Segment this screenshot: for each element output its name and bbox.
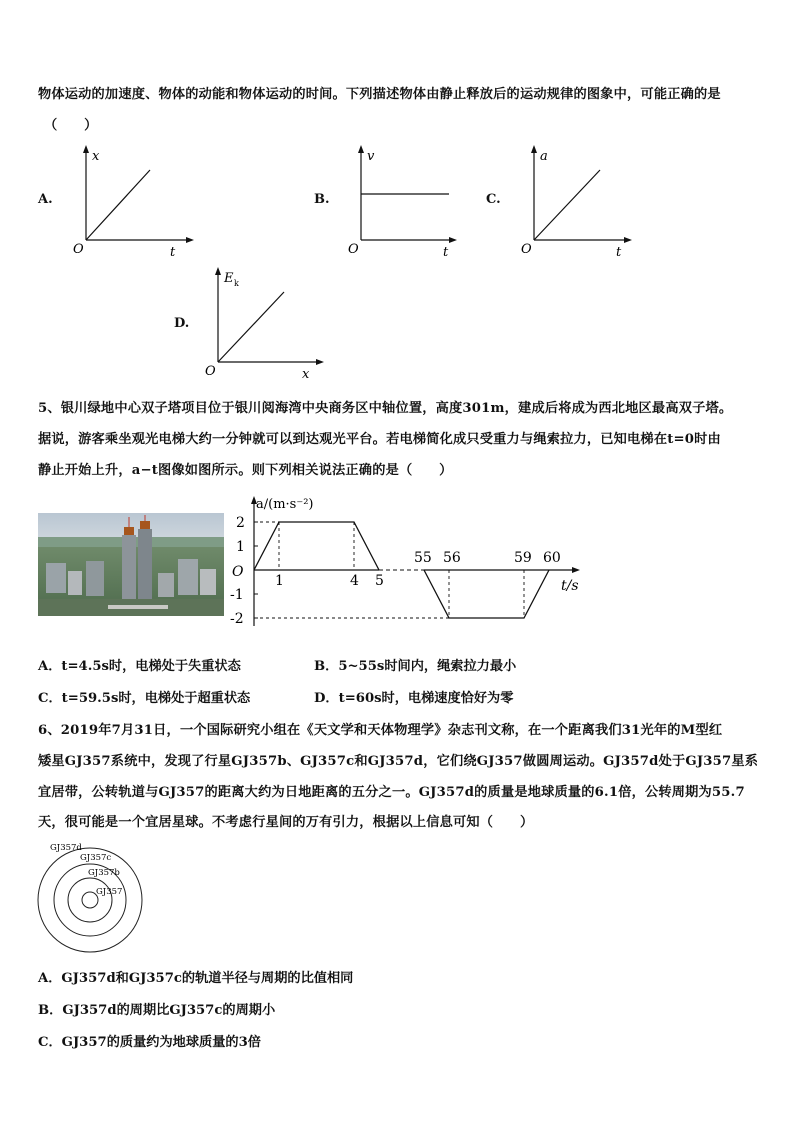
x-tick-label-55: 55 <box>414 550 432 566</box>
x-tick-label-4: 4 <box>350 573 359 589</box>
q4-graph-a <box>70 140 200 265</box>
q4-a-y-label: x <box>92 149 100 164</box>
q4-a-origin: O <box>73 242 84 257</box>
q4-graph-d <box>202 262 327 382</box>
orbit-label-gj357: GJ357 <box>96 887 123 897</box>
q4-b-origin: O <box>348 242 359 257</box>
q5-option-b: B．5~55s时间内，绳索拉力最小 <box>314 659 517 674</box>
q6-stem-line1: 6、2019年7月31日，一个国际研究小组在《天文学和天体物理学》杂志刊文称，在一个距离我们31光年的M型红 <box>38 723 723 738</box>
x-tick-label-1: 1 <box>275 573 284 589</box>
q6-option-c: C．GJ357的质量约为地球质量的3倍 <box>38 1035 261 1050</box>
q4-option-a-letter: A. <box>38 192 53 207</box>
q4-c-x-label: t <box>616 245 622 260</box>
q5-option-c: C．t=59.5s时，电梯处于超重状态 <box>38 691 251 706</box>
q4-option-c-letter: C. <box>486 192 501 207</box>
q5-stem-line3: 静止开始上升，a−t图像如图所示。则下列相关说法正确的是（ ） <box>38 463 453 478</box>
a-t-chart <box>228 490 588 638</box>
y-tick-label-m2: -2 <box>230 611 244 627</box>
x-tick-label-56: 56 <box>443 550 461 566</box>
q4-d-y-label: E <box>224 271 234 286</box>
q6-option-a: A．GJ357d和GJ357c的轨道半径与周期的比值相同 <box>38 971 354 986</box>
x-tick-label-60: 60 <box>543 550 561 566</box>
y-tick-label-2: 2 <box>236 515 245 531</box>
x-axis-arrow <box>572 567 580 573</box>
q4-graph-c <box>518 140 643 265</box>
q5-stem-line1: 5、银川绿地中心双子塔项目位于银川阅海湾中央商务区中轴位置，高度301m，建成后将成为西北地区最高双子塔。 <box>38 401 733 416</box>
q4-graph-b <box>345 140 465 265</box>
orbit-label-gj357d: GJ357d <box>50 843 82 853</box>
q6-option-b: B．GJ357d的周期比GJ357c的周期小 <box>38 1003 276 1018</box>
q4-d-x-label: x <box>302 367 310 382</box>
q4-d-y-subscript: k <box>234 279 239 288</box>
series-line-accel <box>254 522 379 570</box>
series-line-decel <box>424 570 549 618</box>
x-axis-title: t/s <box>561 578 579 594</box>
q6-stem-line4: 天，很可能是一个宜居星球。不考虑行星间的万有引力，根据以上信息可知（ ） <box>38 815 534 830</box>
y-tick-label-1: 1 <box>236 539 245 555</box>
q4-stem-line1: 物体运动的加速度、物体的动能和物体运动的时间。下列描述物体由静止释放后的运动规律的图象中，可能正确的是 <box>38 87 721 102</box>
y-tick-label-m1: -1 <box>230 587 244 603</box>
y-axis-title: a/(m·s⁻²) <box>256 497 314 512</box>
q4-b-x-label: t <box>443 245 449 260</box>
orbit-diagram <box>36 838 161 958</box>
q4-b-y-label: v <box>367 149 375 164</box>
x-tick-label-59: 59 <box>514 550 532 566</box>
orbit-label-gj357c: GJ357c <box>80 853 112 863</box>
q4-c-origin: O <box>521 242 532 257</box>
twin-tower-photo <box>38 513 224 616</box>
q6-stem-line2: 矮星GJ357系统中，发现了行星GJ357b、GJ357c和GJ357d，它们绕GJ357做圆周运动。GJ357d处于GJ357星系 <box>38 754 759 769</box>
q4-d-origin: O <box>205 364 216 379</box>
q4-option-d-letter: D. <box>174 316 190 331</box>
q4-c-y-label: a <box>540 149 548 164</box>
q5-stem-line2: 据说，游客乘坐观光电梯大约一分钟就可以到达观光平台。若电梯简化成只受重力与绳索拉力，已知电梯在t=0时由 <box>38 432 721 447</box>
q4-a-x-label: t <box>170 245 176 260</box>
q6-stem-line3: 宜居带，公转轨道与GJ357的距离大约为日地距离的五分之一。GJ357d的质量是地球质量的6.1倍，公转周期为55.7 <box>38 785 745 800</box>
q5-option-a: A．t=4.5s时，电梯处于失重状态 <box>38 659 241 674</box>
x-tick-label-5: 5 <box>375 573 384 589</box>
q4-option-b-letter: B. <box>314 192 330 207</box>
q4-stem-line2: （ ） <box>44 118 98 133</box>
q5-option-d: D．t=60s时，电梯速度恰好为零 <box>314 691 514 706</box>
orbit-label-gj357b: GJ357b <box>88 868 120 878</box>
chart-origin: O <box>232 564 244 580</box>
